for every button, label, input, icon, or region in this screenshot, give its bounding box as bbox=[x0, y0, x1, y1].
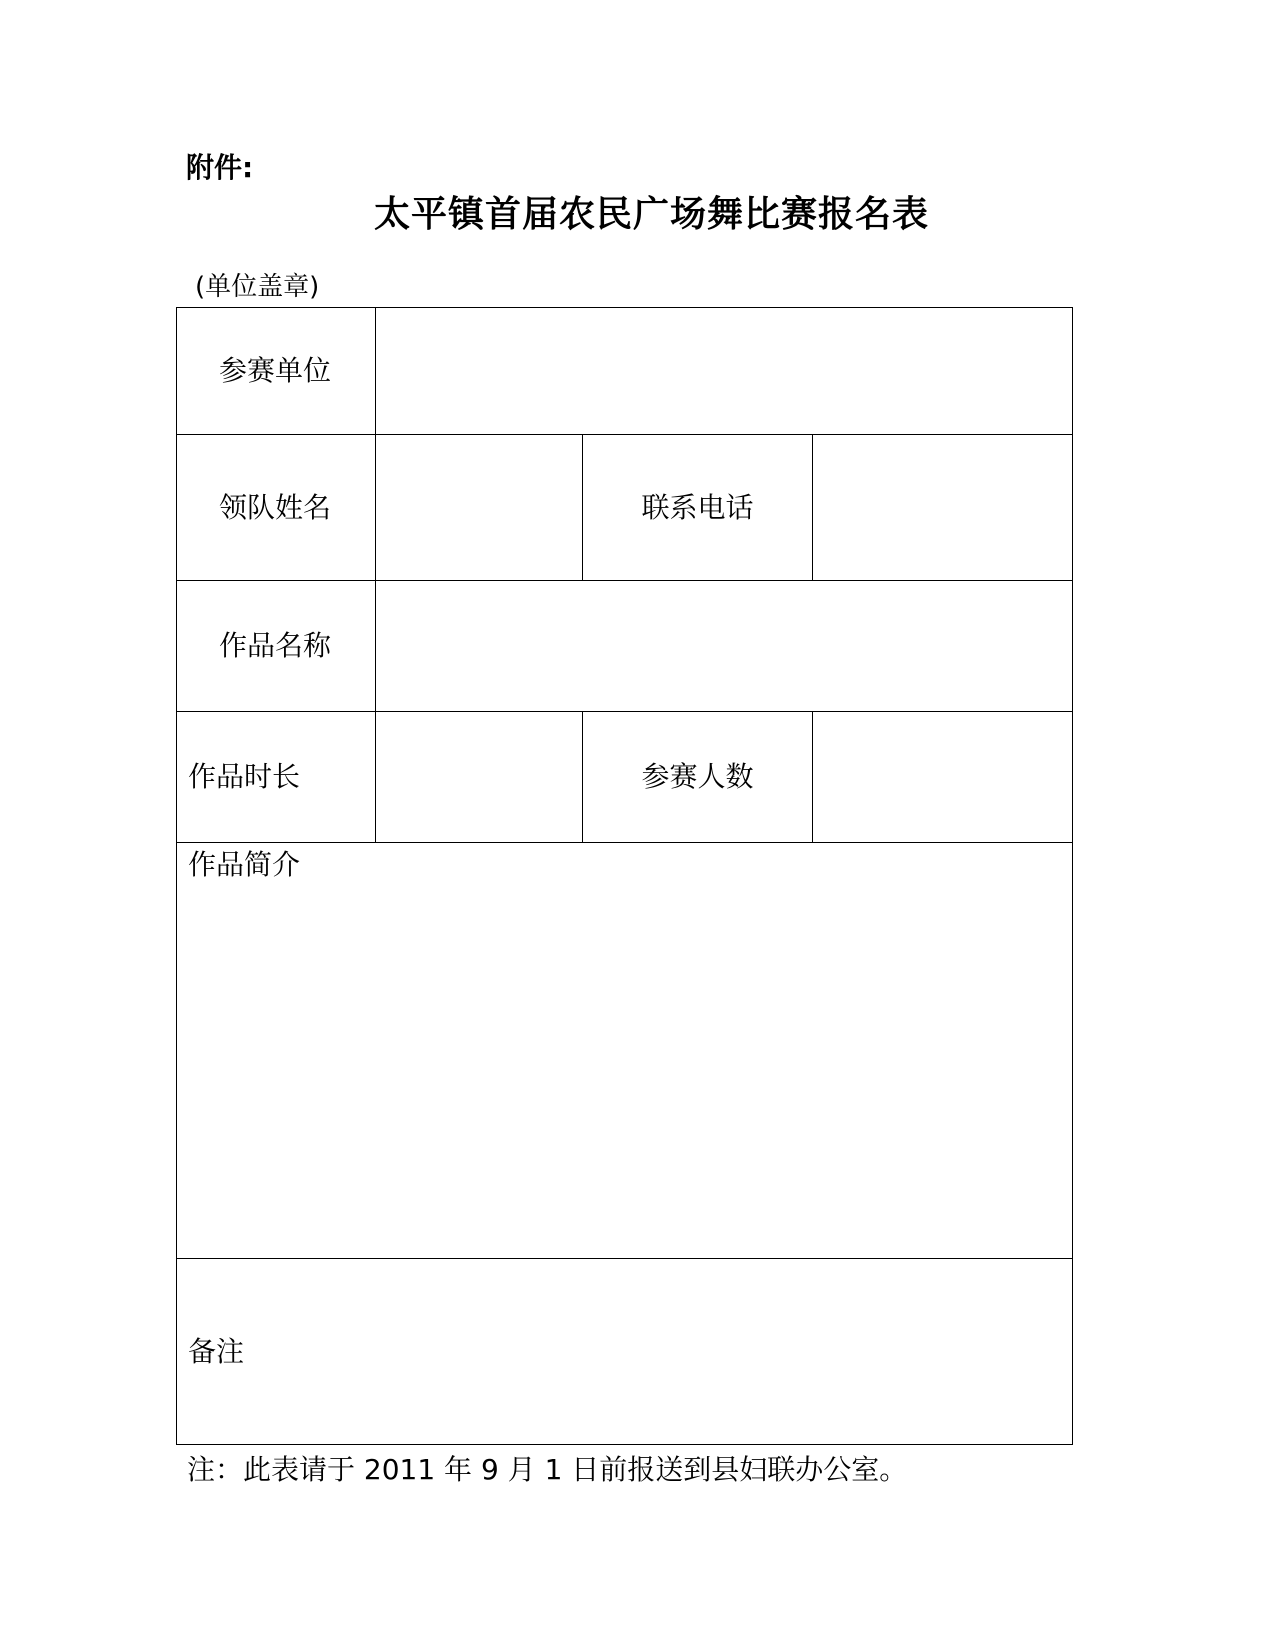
phone-label: 联系电话 bbox=[583, 435, 813, 581]
row-unit bbox=[177, 308, 1073, 435]
leader-name-label: 领队姓名 bbox=[177, 435, 376, 581]
row-leader bbox=[177, 435, 1073, 581]
remarks-label: 备注 bbox=[188, 1334, 245, 1368]
row-remarks bbox=[177, 1259, 1073, 1445]
registration-form-table bbox=[176, 307, 1073, 1445]
intro-section[interactable] bbox=[177, 843, 1073, 1259]
duration-field[interactable] bbox=[376, 712, 583, 843]
row-work-name bbox=[177, 581, 1073, 712]
footnote: 注：此表请于 2011 年 9 月 1 日前报送到县妇联办公室。 bbox=[187, 1453, 908, 1486]
row-intro bbox=[177, 843, 1073, 1259]
unit-label: 参赛单位 bbox=[177, 308, 376, 435]
duration-label: 作品时长 bbox=[177, 712, 376, 843]
stamp-note: (单位盖章) bbox=[195, 272, 320, 302]
participants-field[interactable] bbox=[813, 712, 1073, 843]
row-duration bbox=[177, 712, 1073, 843]
unit-field[interactable] bbox=[376, 308, 1073, 435]
work-name-field[interactable] bbox=[376, 581, 1073, 712]
participants-label: 参赛人数 bbox=[583, 712, 813, 843]
intro-label: 作品简介 bbox=[188, 848, 301, 881]
attachment-label: 附件: bbox=[186, 151, 254, 184]
page-title: 太平镇首届农民广场舞比赛报名表 bbox=[373, 193, 929, 235]
phone-field[interactable] bbox=[813, 435, 1073, 581]
leader-name-field[interactable] bbox=[376, 435, 583, 581]
work-name-label: 作品名称 bbox=[177, 581, 376, 712]
remarks-section[interactable] bbox=[177, 1259, 1073, 1445]
